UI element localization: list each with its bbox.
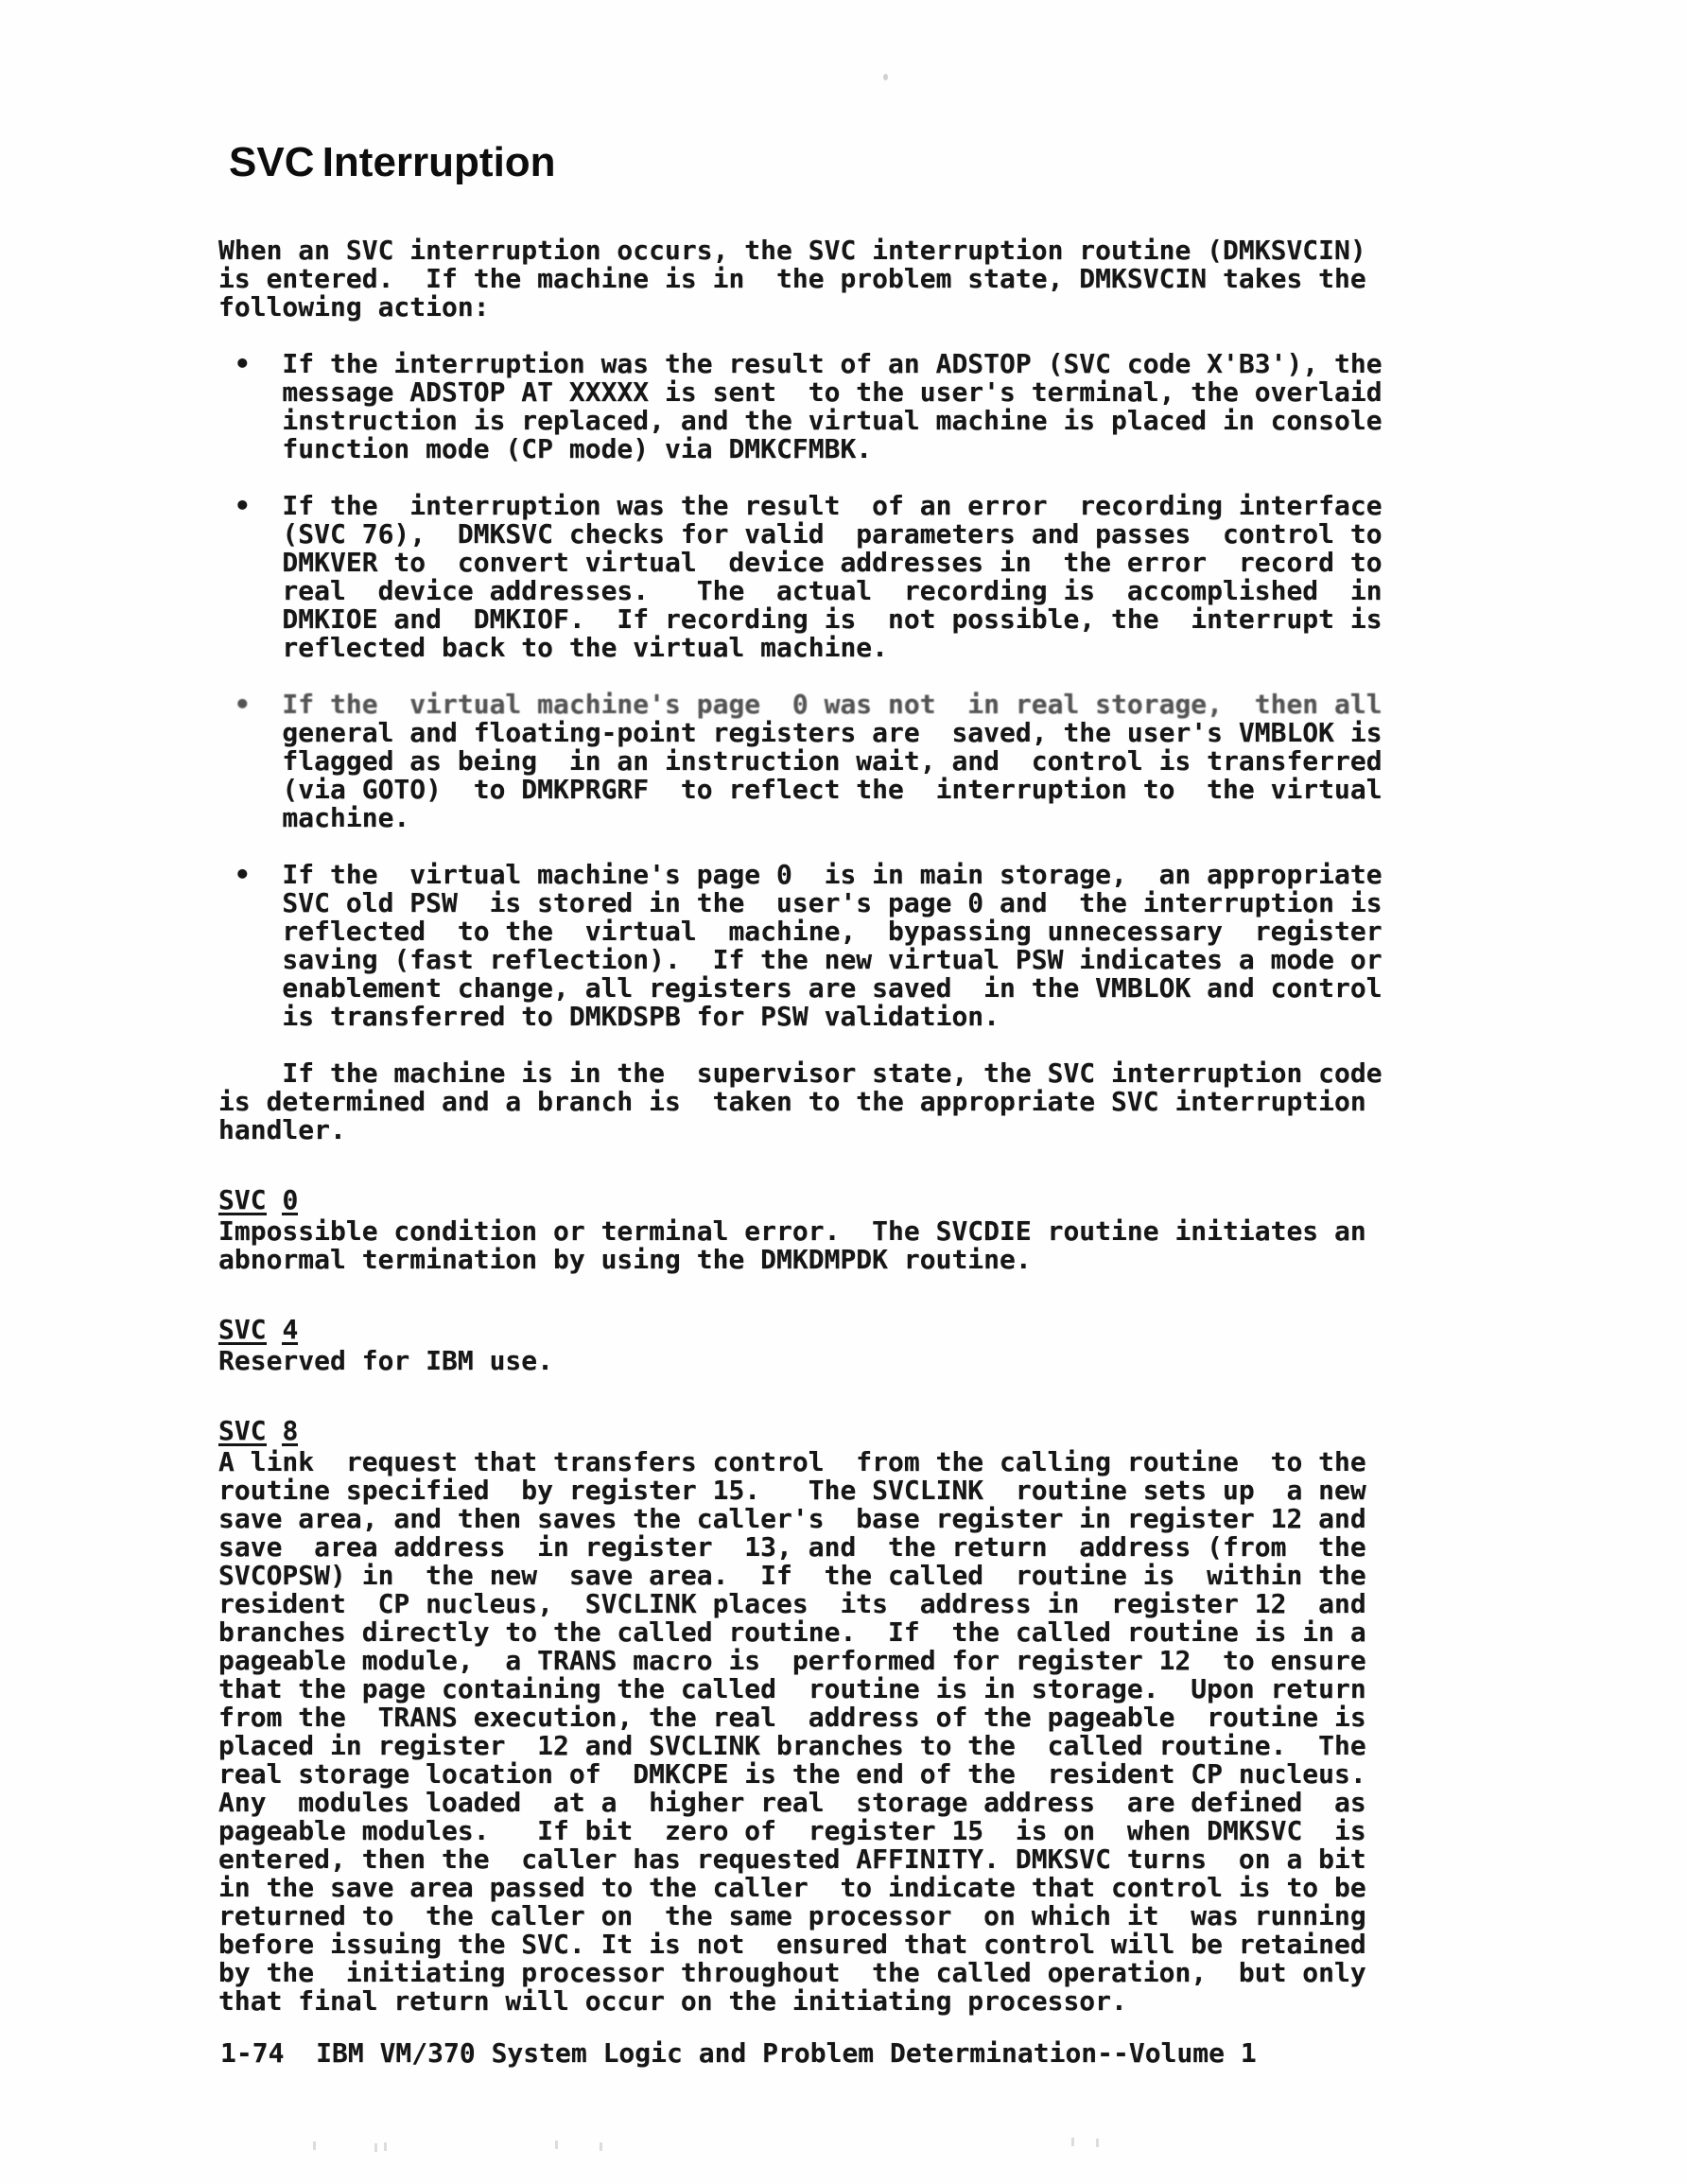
- text-line: abnormal termination by using the DMKDMPDK routine.: [218, 1244, 1032, 1275]
- section-heading-word: 4: [282, 1314, 299, 1345]
- text-line: DMKVER to convert virtual device addresses in the error record to: [218, 547, 1383, 578]
- text-line: If the machine is in the supervisor state, the SVC interruption code: [218, 1057, 1383, 1089]
- section-heading: [218, 1186, 1410, 1215]
- text-line: resident CP nucleus, SVCLINK places its address in register 12 and: [218, 1588, 1366, 1619]
- text-line: real device addresses. The actual recording is accomplished in: [218, 575, 1383, 606]
- text-line: • If the virtual machine's page 0 is in main storage, an appropriate: [218, 859, 1383, 890]
- scan-artifact: [384, 2142, 387, 2151]
- text-line: real storage location of DMKCPE is the end of the resident CP nucleus.: [218, 1758, 1366, 1790]
- svc-section: [218, 1417, 1410, 2016]
- text-line: machine.: [218, 802, 410, 833]
- section-heading-word: 8: [282, 1415, 299, 1446]
- text-line: is transferred to DMKDSPB for PSW validation.: [218, 1001, 1000, 1032]
- text-line: that final return will occur on the initiating processor.: [218, 1985, 1127, 2017]
- text-line: routine specified by register 15. The SVCLINK routine sets up a new: [218, 1475, 1366, 1506]
- text-line: Reserved for IBM use.: [218, 1345, 554, 1376]
- text-line: A link request that transfers control from the calling routine to the: [218, 1446, 1366, 1477]
- bullet-item: [218, 350, 1410, 463]
- text-line: DMKIOE and DMKIOF. If recording is not possible, the interrupt is: [218, 603, 1383, 635]
- text-line: branches directly to the called routine. If the called routine is in a: [218, 1616, 1366, 1648]
- section-heading: [218, 1316, 1410, 1345]
- svc-section: [218, 1186, 1410, 1274]
- scan-artifact: [374, 2143, 377, 2152]
- text-line: general and floating-point registers are saved, the user's VMBLOK is: [218, 717, 1383, 748]
- page-footer: 1-74 IBM VM/370 System Logic and Problem Determination--Volume 1: [220, 2037, 1257, 2069]
- text-line: before issuing the SVC. It is not ensured that control will be retained: [218, 1929, 1366, 1960]
- text-line: save area address in register 13, and the return address (from the: [218, 1531, 1366, 1563]
- scan-artifact: [1096, 2139, 1099, 2147]
- text-line: • If the interruption was the result of an ADSTOP (SVC code X'B3'), the: [218, 348, 1383, 379]
- text-line: (via GOTO) to DMKPRGRF to reflect the interruption to the virtual: [218, 774, 1383, 805]
- scan-artifact: [600, 2142, 602, 2151]
- text-line: entered, then the caller has requested AFFINITY. DMKSVC turns on a bit: [218, 1843, 1366, 1875]
- section-heading-word: SVC: [218, 1415, 267, 1446]
- page-title: SVC Interruption: [229, 139, 556, 185]
- text-line: • If the virtual machine's page 0 was not in real storage, then all: [218, 689, 1383, 720]
- text-line: flagged as being in an instruction wait, and control is transferred: [218, 745, 1383, 777]
- text-line: handler.: [218, 1114, 346, 1145]
- section-heading-word: 0: [282, 1184, 299, 1215]
- text-line: from the TRANS execution, the real address of the pageable routine is: [218, 1702, 1366, 1733]
- text-line: in the save area passed to the caller to indicate that control is to be: [218, 1872, 1366, 1903]
- text-line: Impossible condition or terminal error. The SVCDIE routine initiates an: [218, 1215, 1366, 1247]
- text-line: that the page containing the called routine is in storage. Upon return: [218, 1673, 1366, 1704]
- text-line: by the initiating processor throughout the called operation, but only: [218, 1957, 1366, 1988]
- text-line: When an SVC interruption occurs, the SVC interruption routine (DMKSVCIN): [218, 235, 1366, 266]
- text-line: Any modules loaded at a higher real storage address are defined as: [218, 1787, 1366, 1818]
- text-line: function mode (CP mode) via DMKCFMBK.: [218, 433, 873, 464]
- bullet-item: [218, 861, 1410, 1031]
- text-line: instruction is replaced, and the virtual machine is placed in console: [218, 405, 1383, 436]
- text-line: • If the interruption was the result of an error recording interface: [218, 490, 1383, 521]
- text-line: save area, and then saves the caller's base register in register 12 and: [218, 1503, 1366, 1534]
- section-heading: [218, 1417, 1410, 1446]
- paragraph: [218, 236, 1410, 322]
- text-line: is determined and a branch is taken to the appropriate SVC interruption: [218, 1086, 1366, 1117]
- text-line: enablement change, all registers are saved in the VMBLOK and control: [218, 972, 1383, 1004]
- text-line: saving (fast reflection). If the new virtual PSW indicates a mode or: [218, 944, 1383, 975]
- text-line: pageable module, a TRANS macro is performed for register 12 to ensure: [218, 1645, 1366, 1676]
- text-line: reflected back to the virtual machine.: [218, 632, 889, 663]
- text-line: SVCOPSW) in the new save area. If the called routine is within the: [218, 1560, 1366, 1591]
- text-line: message ADSTOP AT XXXXX is sent to the user's terminal, the overlaid: [218, 376, 1383, 408]
- section-heading-word: SVC: [218, 1314, 267, 1345]
- scan-artifact: [883, 74, 888, 80]
- bullet-item: [218, 690, 1410, 832]
- bullet-item: [218, 492, 1410, 662]
- document-body: [218, 236, 1410, 2044]
- text-line: (SVC 76), DMKSVC checks for valid parameters and passes control to: [218, 518, 1383, 550]
- scan-artifact: [555, 2140, 558, 2149]
- text-line: reflected to the virtual machine, bypassing unnecessary register: [218, 916, 1383, 947]
- text-line: returned to the caller on the same processor on which it was running: [218, 1900, 1366, 1931]
- svc-section: [218, 1316, 1410, 1375]
- scan-artifact: [313, 2141, 316, 2150]
- section-heading-word: SVC: [218, 1184, 267, 1215]
- text-line: is entered. If the machine is in the problem state, DMKSVCIN takes the: [218, 263, 1366, 294]
- scan-artifact: [1071, 2138, 1074, 2146]
- text-line: placed in register 12 and SVCLINK branches to the called routine. The: [218, 1730, 1366, 1761]
- text-line: pageable modules. If bit zero of register 15 is on when DMKSVC is: [218, 1815, 1366, 1846]
- text-line: SVC old PSW is stored in the user's page 0 and the interruption is: [218, 887, 1383, 918]
- paragraph: [218, 1059, 1410, 1144]
- text-line: following action:: [218, 291, 490, 323]
